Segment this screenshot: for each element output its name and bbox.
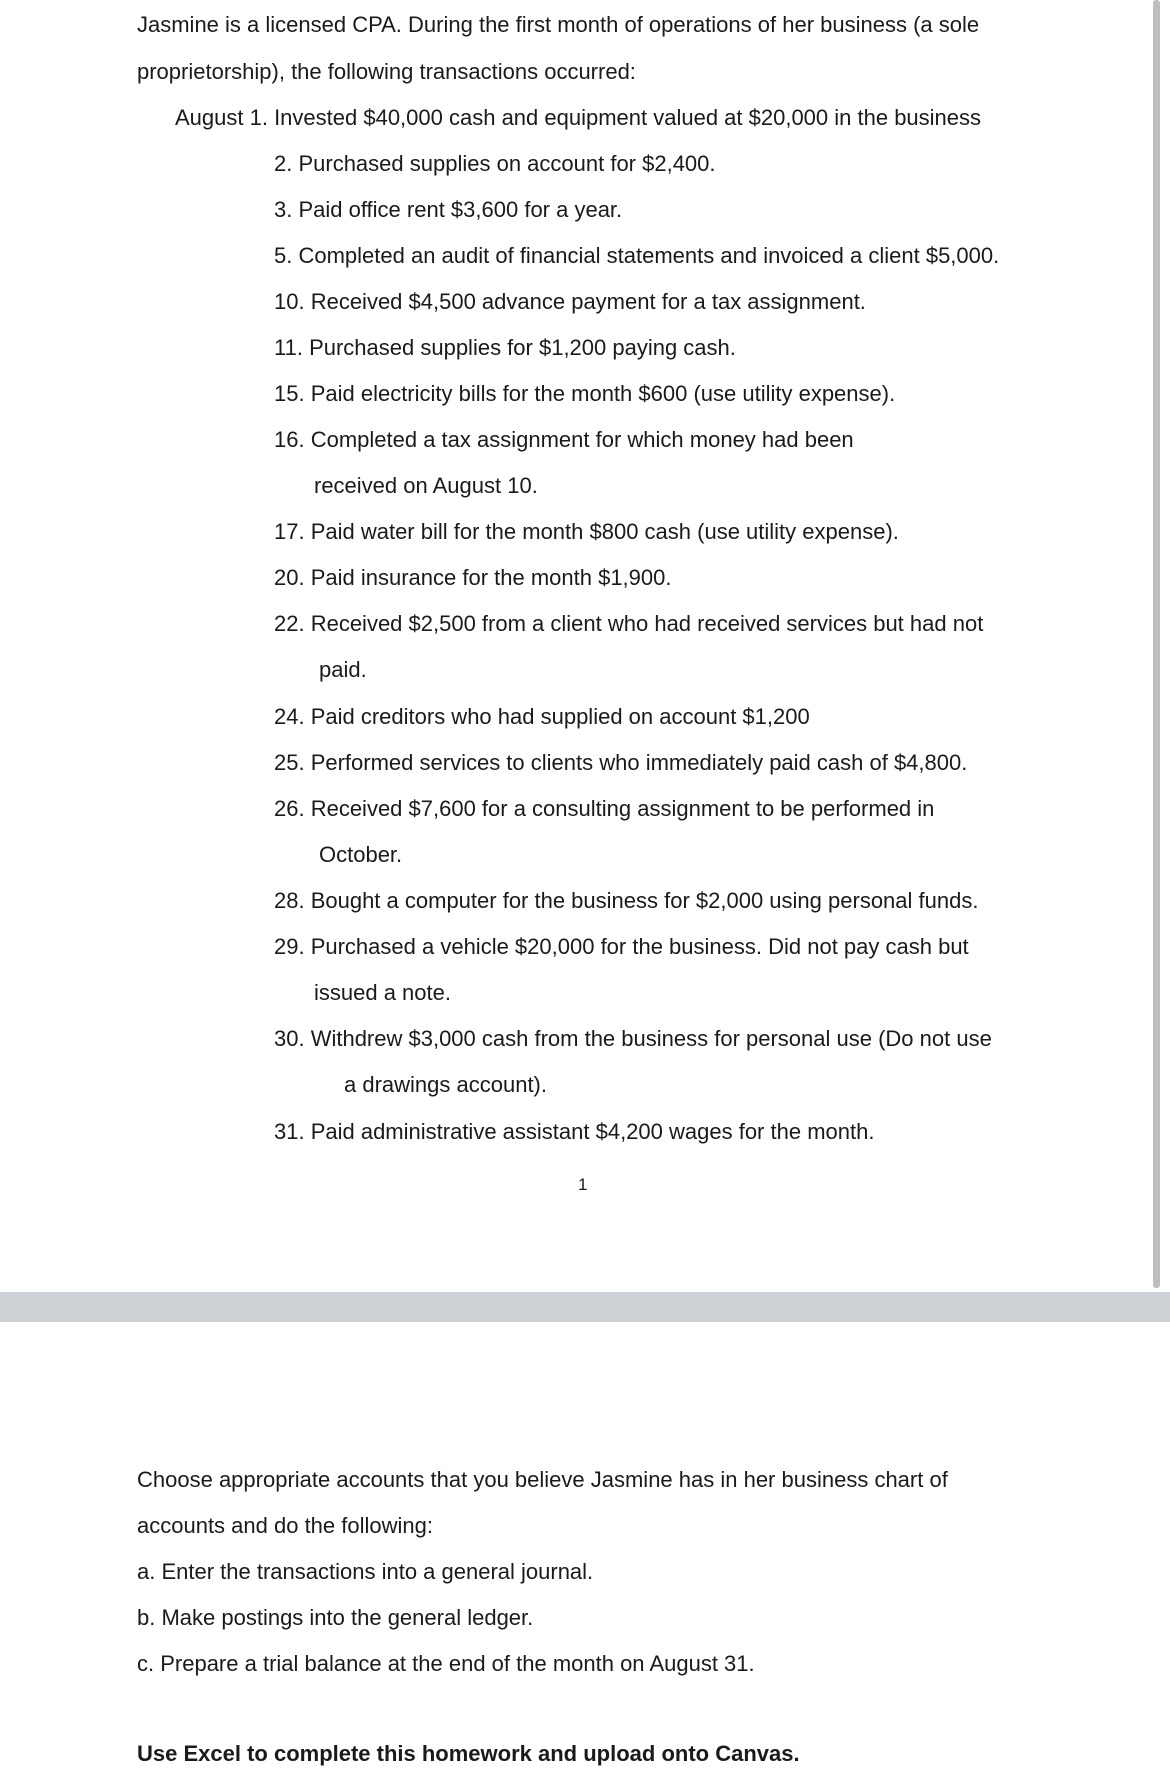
transaction-aug-30: 30. Withdrew $3,000 cash from the business for personal use (Do not use bbox=[274, 1026, 992, 1051]
transaction-aug-5: 5. Completed an audit of financial statements and invoiced a client $5,000. bbox=[274, 243, 1000, 268]
intro-text-line-1: Jasmine is a licensed CPA. During the first month of operations of her business (a sole bbox=[137, 12, 980, 37]
scrollbar-thumb[interactable] bbox=[1153, 0, 1160, 1288]
transaction-aug-24: 24. Paid creditors who had supplied on account $1,200 bbox=[274, 704, 810, 729]
transaction-aug-20: 20. Paid insurance for the month $1,900. bbox=[274, 565, 672, 590]
page-separator bbox=[0, 1292, 1170, 1322]
transaction-aug-26-continued: October. bbox=[319, 842, 403, 867]
transaction-aug-2: 2. Purchased supplies on account for $2,400. bbox=[274, 151, 716, 176]
transaction-aug-26: 26. Received $7,600 for a consulting assignment to be performed in bbox=[274, 796, 935, 821]
document-page-2 bbox=[0, 1322, 1152, 1782]
task-a: a. Enter the transactions into a general journal. bbox=[137, 1559, 594, 1584]
transaction-aug-28: 28. Bought a computer for the business for $2,000 using personal funds. bbox=[274, 888, 979, 913]
transaction-aug-1: August 1. Invested $40,000 cash and equipment valued at $20,000 in the business bbox=[175, 105, 982, 130]
transaction-aug-29-continued: issued a note. bbox=[314, 980, 451, 1005]
final-note: Use Excel to complete this homework and upload onto Canvas. bbox=[137, 1741, 800, 1766]
page-number: 1 bbox=[578, 1175, 588, 1194]
transaction-aug-10: 10. Received $4,500 advance payment for a tax assignment. bbox=[274, 289, 866, 314]
transaction-aug-16-continued: received on August 10. bbox=[314, 473, 538, 498]
transaction-aug-31: 31. Paid administrative assistant $4,200 wages for the month. bbox=[274, 1119, 875, 1144]
transaction-aug-3: 3. Paid office rent $3,600 for a year. bbox=[274, 197, 623, 222]
transaction-aug-29: 29. Purchased a vehicle $20,000 for the business. Did not pay cash but bbox=[274, 934, 969, 959]
transaction-aug-15: 15. Paid electricity bills for the month $600 (use utility expense). bbox=[274, 381, 896, 406]
instructions-line-2: accounts and do the following: bbox=[137, 1513, 433, 1538]
transaction-aug-11: 11. Purchased supplies for $1,200 paying cash. bbox=[274, 335, 736, 360]
intro-text-line-2: proprietorship), the following transactions occurred: bbox=[137, 59, 636, 84]
transaction-aug-25: 25. Performed services to clients who immediately paid cash of $4,800. bbox=[274, 750, 968, 775]
transaction-aug-30-continued: a drawings account). bbox=[344, 1072, 547, 1097]
transaction-aug-17: 17. Paid water bill for the month $800 cash (use utility expense). bbox=[274, 519, 899, 544]
transaction-aug-22-continued: paid. bbox=[319, 657, 367, 682]
task-c: c. Prepare a trial balance at the end of the month on August 31. bbox=[137, 1651, 755, 1676]
instructions-line-1: Choose appropriate accounts that you believe Jasmine has in her business chart of bbox=[137, 1467, 948, 1492]
task-b: b. Make postings into the general ledger. bbox=[137, 1605, 534, 1630]
transaction-aug-16: 16. Completed a tax assignment for which money had been bbox=[274, 427, 854, 452]
transaction-aug-22: 22. Received $2,500 from a client who had received services but had not bbox=[274, 611, 984, 636]
